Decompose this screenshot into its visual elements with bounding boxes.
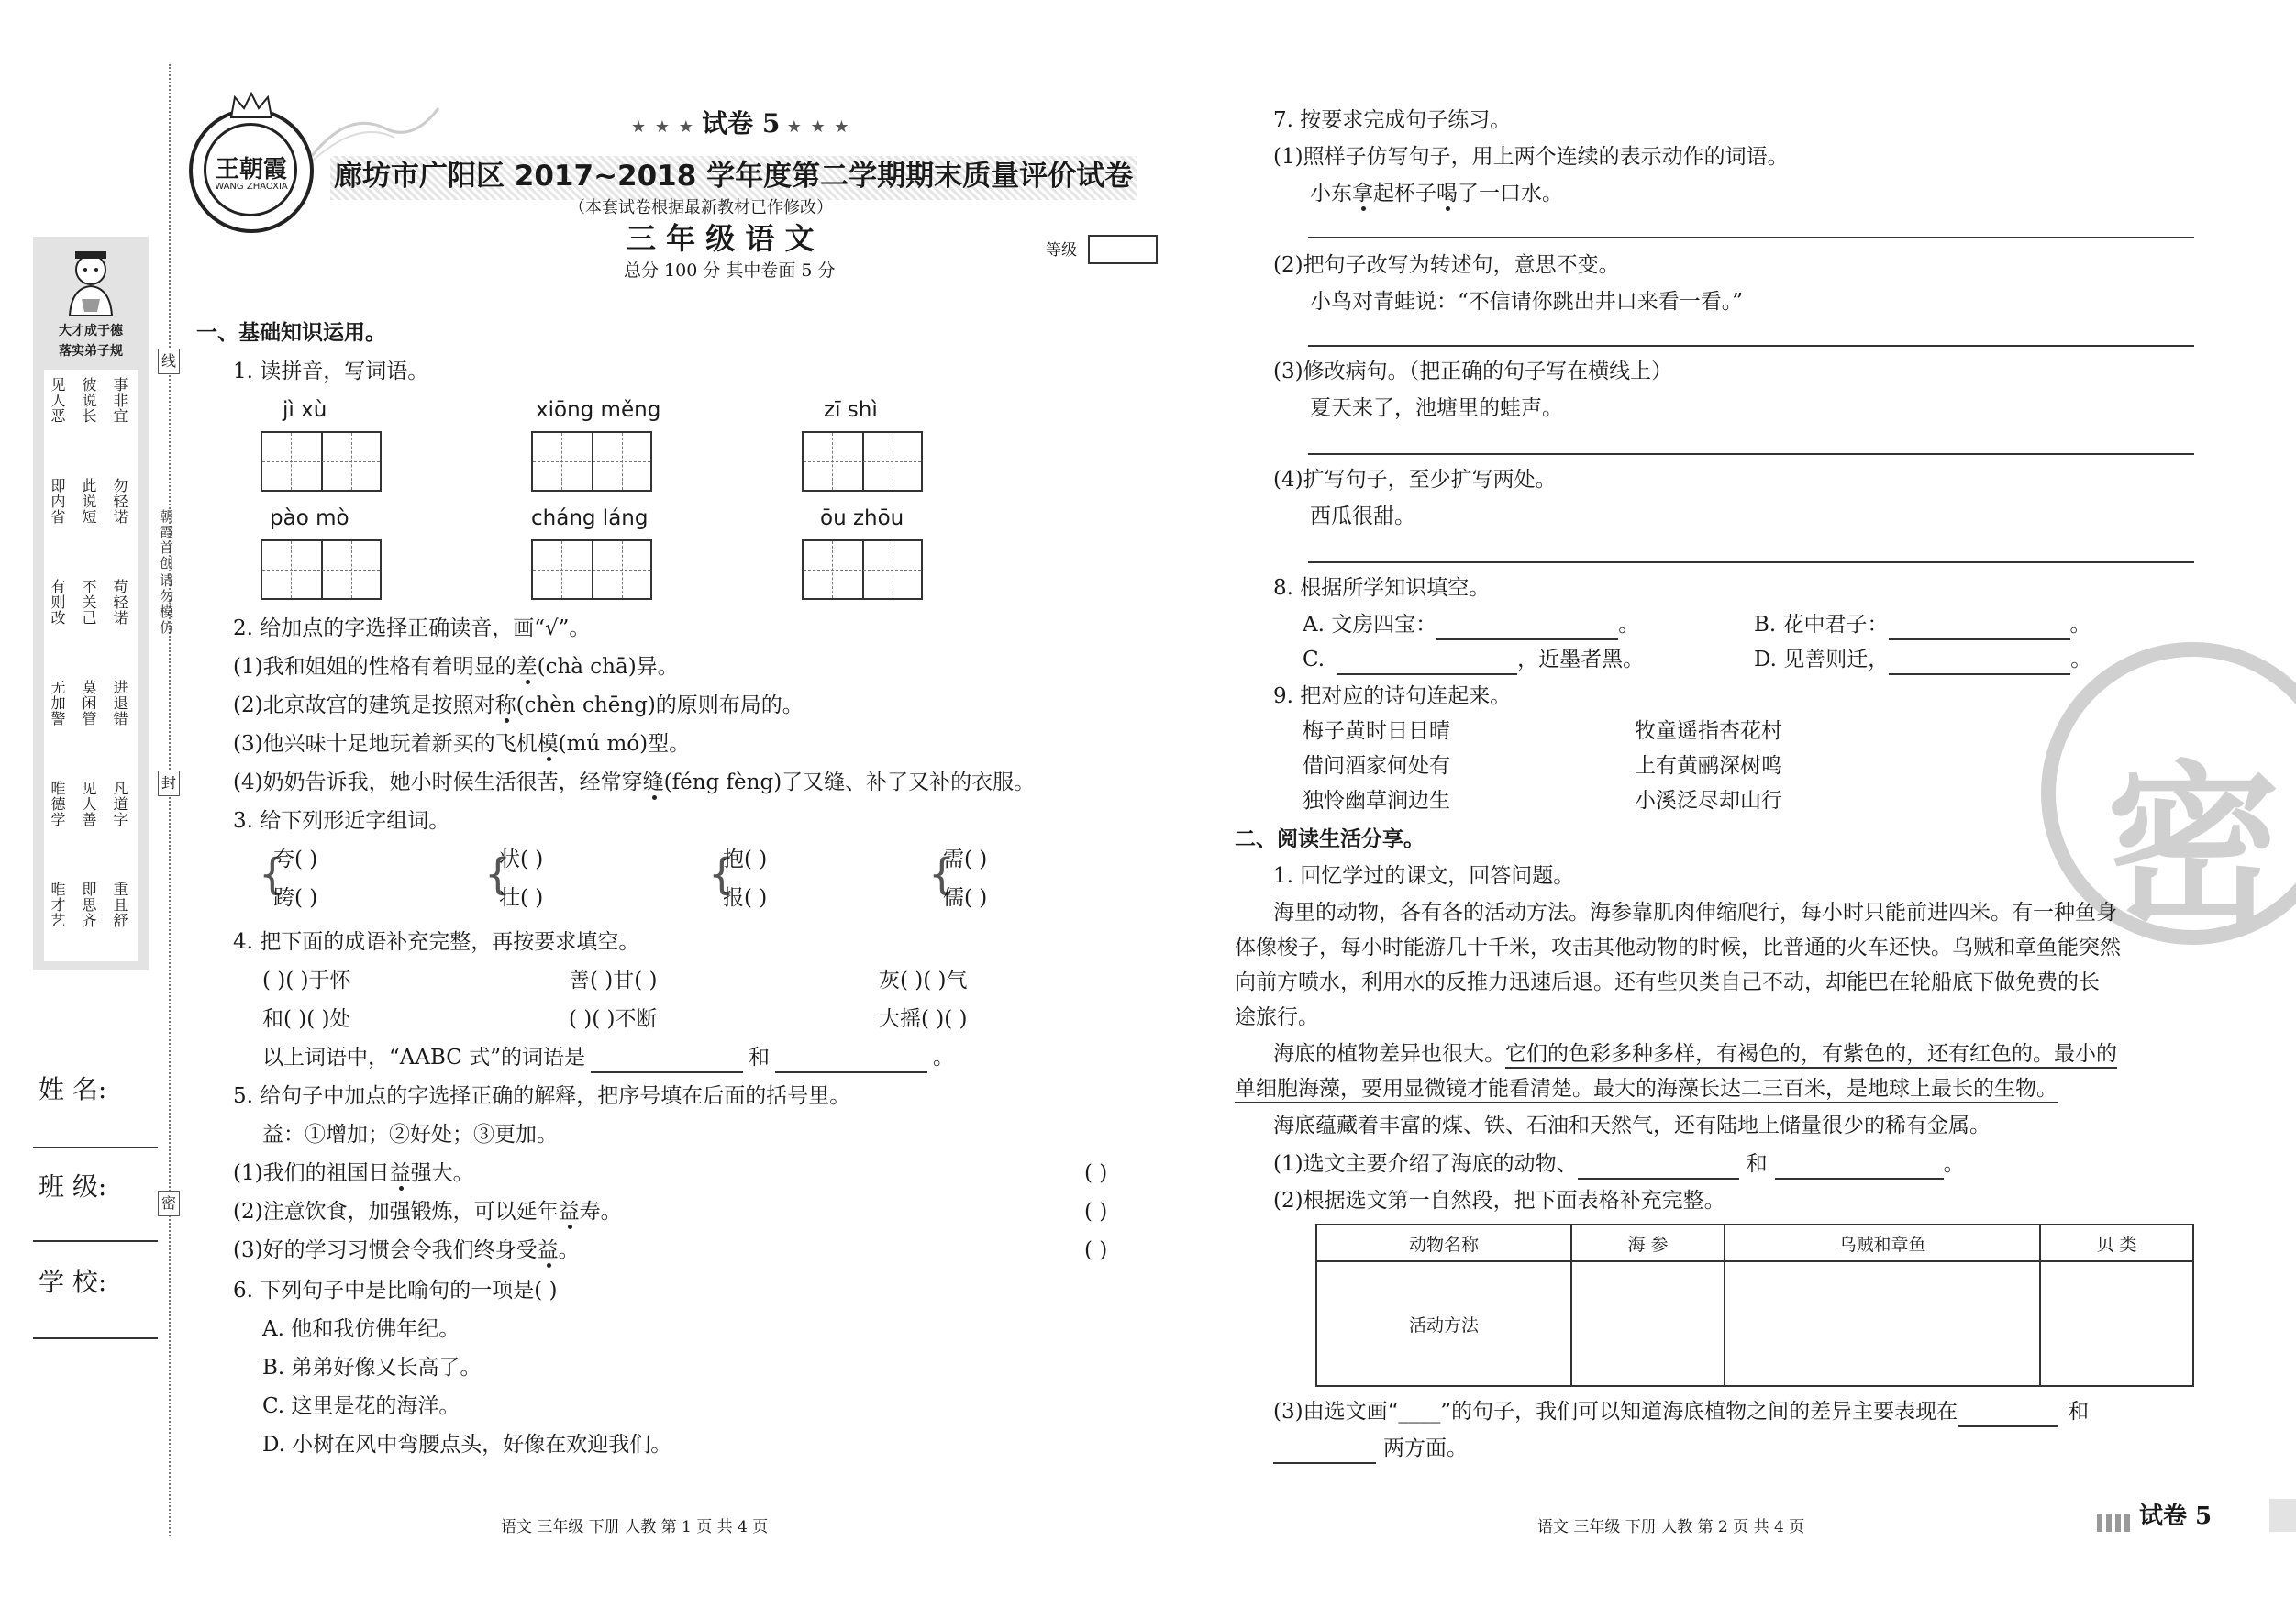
r1-3-text: (3)由选文画“____”的句子，我们可以知道海底植物之间的差异主要表现在 (1273, 1400, 1958, 1424)
q5-answer-3[interactable]: ( ) (1084, 1238, 1108, 1262)
grade-box[interactable] (1088, 235, 1158, 264)
gutter-note-1: 朝霞首创 (158, 509, 174, 571)
passage-underlined: 单细胞海藻，要用显微镜才能看清楚。 (1235, 1077, 1593, 1103)
r1-1 (1273, 1150, 1965, 1180)
q2-item-3 (233, 730, 690, 758)
q7-1-title: (1)照样子仿写句子，用上两个连续的表示动作的词语。 (1273, 145, 1789, 169)
rules-panel (44, 370, 138, 961)
q3-word[interactable]: 状( ) (499, 848, 544, 871)
rule-text: 无加警 (49, 680, 66, 726)
exam-title: 廊坊市广阳区 2017~2018 学年度第二学期期末质量评价试卷 (334, 160, 1134, 193)
write-grid[interactable] (802, 539, 923, 600)
rule-text: 唯德学 (49, 781, 66, 827)
idiom[interactable]: ( )( )不断 (569, 1007, 658, 1031)
r1-title: 1. 回忆学过的课文，回答问题。 (1273, 864, 1575, 888)
write-grid[interactable] (802, 431, 923, 492)
q8-title: 8. 根据所学知识填空。 (1273, 576, 1491, 600)
passage-line: 体像梭子，每小时能游几十千米，攻击其他动物的时候，比普通的火车还快。乌贼和章鱼能突然 (1235, 936, 2121, 959)
q6-option-c[interactable]: C. 这里是花的海洋。 (262, 1394, 460, 1418)
q7-title: 7. 按要求完成句子练习。 (1273, 108, 1512, 132)
poem-line-right[interactable]: 小溪泛尽却山行 (1635, 789, 1782, 813)
q8-a-blank[interactable] (1436, 611, 1618, 640)
q8-item-b (1754, 611, 2091, 640)
table-header-cell: 海 参 (1571, 1225, 1725, 1261)
section-1-title: 一、基础知识运用。 (196, 320, 386, 345)
q3-title: 3. 给下列形近字组词。 (233, 809, 450, 833)
q3-word[interactable]: 抱( ) (723, 848, 768, 871)
q2-2-dotted: 称 (494, 693, 516, 717)
passage-line (1273, 1040, 2117, 1068)
pinyin-1: jì xù (283, 398, 327, 422)
q6-option-b[interactable]: B. 弟弟好像又长高了。 (262, 1356, 482, 1380)
brace-icon: { (259, 849, 286, 899)
r1-3-and: 和 (2068, 1400, 2090, 1424)
corner-exam-tag: 试卷 5 (2139, 1503, 2213, 1530)
q6-title: 6. 下列句子中是比喻句的一项是( ) (233, 1279, 558, 1303)
q8-b-blank[interactable] (1889, 611, 2070, 640)
corner-pattern (2097, 1514, 2134, 1532)
pinyin-4: pào mò (270, 506, 349, 530)
q2-4-dotted: 缝 (642, 771, 664, 794)
q4-title: 4. 把下面的成语补充完整，再按要求填空。 (233, 930, 640, 954)
gutter-note-2: 请勿模仿 (158, 573, 174, 636)
name-label: 姓 名: (39, 1074, 107, 1104)
publisher-logo (189, 108, 314, 233)
logo-brand: 王朝霞 (215, 156, 287, 183)
q4-fill (262, 1044, 954, 1073)
q5-answer-1[interactable]: ( ) (1084, 1161, 1108, 1185)
passage-text: 海底的植物差异也很大。 (1273, 1042, 1505, 1066)
q5-3-text-end: 。 (558, 1238, 580, 1262)
table-header-cell: 乌贼和章鱼 (1725, 1225, 2040, 1261)
rule-text: 即思齐 (80, 882, 97, 928)
q7-3-answer-line[interactable] (1308, 453, 2194, 455)
rule-text: 凡道字 (111, 781, 128, 827)
q7-1-text: 了一口水。 (1458, 182, 1563, 205)
q5-1-text: (1)我们的祖国日 (233, 1161, 390, 1185)
q4-fill-and: 和 (748, 1046, 770, 1070)
r1-3-cont (1273, 1435, 1468, 1464)
name-field[interactable] (33, 1147, 158, 1148)
idiom[interactable]: ( )( )于怀 (262, 969, 351, 993)
q5-3-text: (3)好的学习习惯会令我们终身受 (233, 1238, 538, 1262)
q2-3-dotted: 模 (537, 732, 559, 756)
poem-line-left[interactable]: 独怜幽草涧边生 (1303, 789, 1450, 813)
class-field[interactable] (33, 1240, 158, 1242)
rule-text: 唯才艺 (49, 882, 66, 928)
idiom[interactable]: 善( )甘( ) (569, 969, 658, 993)
r1-3 (1273, 1398, 2089, 1427)
activity-table (1315, 1224, 2194, 1387)
logo-subtext: WANG ZHAOXIA (215, 182, 288, 192)
exam-total-score: 总分 100 分 其中卷面 5 分 (624, 261, 836, 281)
table-answer-cell[interactable] (1725, 1261, 2040, 1386)
q2-1-options[interactable]: (chà chā)异。 (537, 655, 679, 679)
exam-tag-line (631, 110, 851, 141)
rule-text: 有则改 (49, 579, 66, 626)
rule-text: 即内省 (49, 478, 66, 525)
q3-word[interactable]: 儒( ) (943, 886, 988, 910)
q1-title: 1. 读拼音，写词语。 (233, 360, 429, 383)
q7-1-example (1310, 180, 1563, 207)
q7-2-sentence: 小鸟对青蛙说：“不信请你跳出井口来看一看。” (1310, 290, 1744, 314)
q8-d-blank[interactable] (1889, 646, 2070, 675)
q5-3-dotted: 益 (537, 1238, 559, 1262)
q2-item-1 (233, 653, 679, 681)
q5-item-2 (233, 1198, 622, 1225)
q8-item-c (1303, 646, 1644, 675)
rule-text: 苟轻诺 (111, 579, 128, 626)
q6-option-a[interactable]: A. 他和我仿佛年纪。 (262, 1317, 460, 1341)
rule-text: 彼说长 (80, 377, 97, 424)
q7-4-sentence: 西瓜很甜。 (1310, 505, 1415, 528)
pinyin-5: cháng láng (531, 506, 649, 530)
passage-line: 途旅行。 (1235, 1005, 1319, 1029)
exam-subject: 三 年 级 语 文 (627, 221, 815, 256)
rule-text: 进退错 (111, 680, 128, 726)
table-row-label: 活动方法 (1316, 1261, 1571, 1386)
q8-period: 。 (2069, 613, 2091, 637)
q8-period: 。 (2070, 648, 2092, 671)
gutter-tag-xian: 线 (158, 349, 180, 374)
q7-3-title: (3)修改病句。（把正确的句子写在横线上） (1273, 360, 1673, 383)
q8-a-text: A. 文房四宝： (1303, 613, 1437, 637)
q5-answer-2[interactable]: ( ) (1084, 1200, 1108, 1224)
q5-item-3 (233, 1237, 580, 1264)
brace-icon: { (484, 849, 512, 899)
q2-item-4 (233, 769, 1035, 796)
write-grid[interactable] (531, 539, 652, 600)
q5-definitions: 益：①增加；②好处；③更加。 (262, 1123, 558, 1147)
q4-blank-2[interactable] (775, 1044, 927, 1073)
q5-item-1 (233, 1159, 474, 1187)
q2-4-text: (4)奶奶告诉我，她小时候生活很苦，经常穿 (233, 771, 643, 794)
exam-note: （本套试卷根据最新教材已作修改） (569, 198, 833, 217)
q3-word[interactable]: 跨( ) (273, 886, 318, 910)
table-answer-cell[interactable] (1571, 1261, 1725, 1386)
q2-2-options[interactable]: (chèn chēng)的原则布局的。 (516, 693, 804, 717)
q8-item-d (1754, 646, 2091, 675)
q7-1-text: 小东 (1310, 182, 1352, 205)
r1-2: (2)根据选文第一自然段，把下面表格补充完整。 (1273, 1189, 1725, 1213)
passage-line: 海底蕴藏着丰富的煤、铁、石油和天然气，还有陆地上储量很少的稀有金属。 (1273, 1114, 1991, 1137)
q5-1-text-end: 强大。 (410, 1161, 474, 1185)
rule-text: 重且舒 (111, 882, 128, 928)
q5-title: 5. 给句子中加点的字选择正确的解释，把序号填在后面的括号里。 (233, 1084, 851, 1108)
write-grid[interactable] (261, 431, 382, 492)
q2-item-2 (233, 692, 804, 719)
q5-2-text: (2)注意饮食，加强锻炼，可以延年 (233, 1200, 559, 1224)
class-label: 班 级: (39, 1171, 107, 1202)
q7-4-title: (4)扩写句子，至少扩写两处。 (1273, 468, 1557, 492)
motto-line-2: 落实弟子规 (59, 344, 123, 359)
stars-right: ★ ★ ★ (786, 117, 851, 137)
r1-1-blank-1[interactable] (1578, 1150, 1739, 1180)
q2-title: 2. 给加点的字选择正确读音，画“√”。 (233, 616, 591, 640)
q8-c-blank[interactable] (1337, 646, 1517, 675)
idiom[interactable]: 和( )( )处 (262, 1007, 351, 1031)
r1-3-end: 两方面。 (1383, 1436, 1468, 1460)
school-field[interactable] (33, 1337, 158, 1339)
rule-text: 见人善 (80, 781, 97, 827)
q3-word[interactable]: 夸( ) (273, 848, 318, 871)
table-header-cell: 贝 类 (2040, 1225, 2193, 1261)
right-footer: 语文 三年级 下册 人教 第 2 页 共 4 页 (1537, 1518, 1805, 1536)
q8-item-a (1303, 611, 1639, 640)
scholar-figure-icon (59, 244, 123, 317)
q3-word[interactable]: 壮( ) (499, 886, 544, 910)
motto-line-1: 大才成于德 (59, 324, 123, 338)
passage-line: 向前方喷水，利用水的反推力迅速后退。还有些贝类自己不动，却能巴在轮船底下做免费的长 (1235, 970, 2100, 994)
brace-icon: { (708, 849, 736, 899)
table-answer-cell[interactable] (2040, 1261, 2193, 1386)
poem-line-right[interactable]: 牧童遥指杏花村 (1635, 719, 1782, 743)
q9-title: 9. 把对应的诗句连起来。 (1273, 684, 1512, 708)
crown-icon (229, 92, 273, 119)
q4-fill-end: 。 (932, 1046, 954, 1070)
exam-tag: 试卷 5 (702, 108, 781, 139)
binding-line (169, 64, 171, 1536)
rule-text: 莫闲管 (80, 680, 97, 726)
q7-2-title: (2)把句子改写为转述句，意思不变。 (1273, 253, 1620, 277)
r1-3-blank-2[interactable] (1273, 1435, 1376, 1464)
r1-1-and: 和 (1746, 1152, 1768, 1176)
q8-period: 。 (1618, 613, 1640, 637)
q4-blank-1[interactable] (591, 1044, 743, 1073)
seal-character: 密 (2105, 746, 2280, 948)
q7-1-text: 起杯子 (1373, 182, 1436, 205)
write-grid[interactable] (261, 539, 382, 600)
q4-fill-text: 以上词语中，“AABC 式”的词语是 (262, 1046, 585, 1070)
idiom[interactable]: 大摇( )( ) (879, 1007, 968, 1031)
table-header-row (1316, 1225, 2193, 1261)
rule-text: 事非宜 (111, 377, 128, 424)
q2-2-text: (2)北京故宫的建筑是按照对 (233, 693, 495, 717)
q5-1-dotted: 益 (389, 1161, 411, 1185)
passage-underlined: 最大的海藻长达二三百米，是地球上最长的生物。 (1593, 1077, 2058, 1103)
r1-3-blank-1[interactable] (1958, 1398, 2058, 1427)
q7-2-answer-line[interactable] (1308, 345, 2194, 347)
passage-line (1235, 1075, 2058, 1103)
q2-3-options[interactable]: (mú mó)型。 (558, 732, 691, 756)
pinyin-2: xiōng měng (536, 398, 661, 422)
gutter-tag-feng: 封 (158, 771, 180, 796)
passage-line: 海里的动物，各有各的活动方法。海参靠肌肉伸缩爬行，每小时只能前进四米。有一种鱼身 (1273, 901, 2117, 925)
stars-left: ★ ★ ★ (631, 117, 695, 137)
pinyin-6: ōu zhōu (820, 506, 904, 530)
q2-1-text: (1)我和姐姐的性格有着明显的 (233, 655, 516, 679)
q8-c-text: C. (1303, 648, 1325, 671)
table-row (1316, 1261, 2193, 1386)
q7-4-answer-line[interactable] (1308, 561, 2194, 563)
corner-block (2269, 1499, 2296, 1532)
q5-2-dotted: 益 (558, 1200, 580, 1224)
q3-word[interactable]: 报( ) (723, 886, 768, 910)
q8-c-text-end: ，近墨者黑。 (1517, 648, 1645, 671)
q7-1-dotted: 喝 (1436, 182, 1458, 205)
rule-text: 见人恶 (49, 377, 66, 424)
q2-3-text: (3)他兴味十足地玩着新买的飞机 (233, 732, 538, 756)
write-grid[interactable] (531, 431, 652, 492)
r1-1-text: (1)选文主要介绍了海底的动物、 (1273, 1152, 1578, 1176)
school-label: 学 校: (39, 1267, 107, 1297)
gutter-tag-mi: 密 (158, 1191, 180, 1216)
q7-1-answer-line[interactable] (1308, 237, 2194, 238)
q2-4-options[interactable]: (féng fèng)了又缝、补了又补的衣服。 (663, 771, 1036, 794)
poem-line-left[interactable]: 梅子黄时日日晴 (1303, 719, 1450, 743)
q8-d-text: D. 见善则迁， (1754, 648, 1890, 671)
rule-text: 不关己 (80, 579, 97, 626)
q5-2-text-end: 寿。 (579, 1200, 622, 1224)
left-footer: 语文 三年级 下册 人教 第 1 页 共 4 页 (501, 1518, 769, 1536)
rule-text (99, 1512, 154, 1513)
r1-1-end: 。 (1943, 1152, 1965, 1176)
poem-line-left[interactable]: 借问酒家何处有 (1303, 754, 1450, 778)
section-2-title: 二、阅读生活分享。 (1235, 826, 1425, 851)
q8-b-text: B. 花中君子： (1754, 613, 1889, 637)
rule-text: 勿轻诺 (111, 478, 128, 525)
q6-option-d[interactable]: D. 小树在风中弯腰点头，好像在欢迎我们。 (262, 1433, 672, 1457)
brace-icon: { (928, 849, 956, 899)
grade-label: 等级 (1046, 241, 1077, 260)
rule-text: 此说短 (80, 478, 97, 525)
passage-underlined: 它们的色彩多种多样，有褐色的，有紫色的，还有红色的。最小的 (1505, 1042, 2117, 1069)
table-header-cell: 动物名称 (1316, 1225, 1571, 1261)
idiom[interactable]: 灰( )( )气 (879, 969, 968, 993)
q7-3-sentence: 夏天来了，池塘里的蛙声。 (1310, 396, 1563, 420)
pinyin-3: zī shì (824, 398, 878, 422)
sidebar-box (33, 237, 149, 970)
poem-line-right[interactable]: 上有黄鹂深树鸣 (1635, 754, 1782, 778)
r1-1-blank-2[interactable] (1775, 1150, 1944, 1180)
q7-1-dotted: 拿 (1352, 182, 1373, 205)
q3-word[interactable]: 需( ) (943, 848, 988, 871)
q2-1-dotted: 差 (516, 655, 538, 679)
